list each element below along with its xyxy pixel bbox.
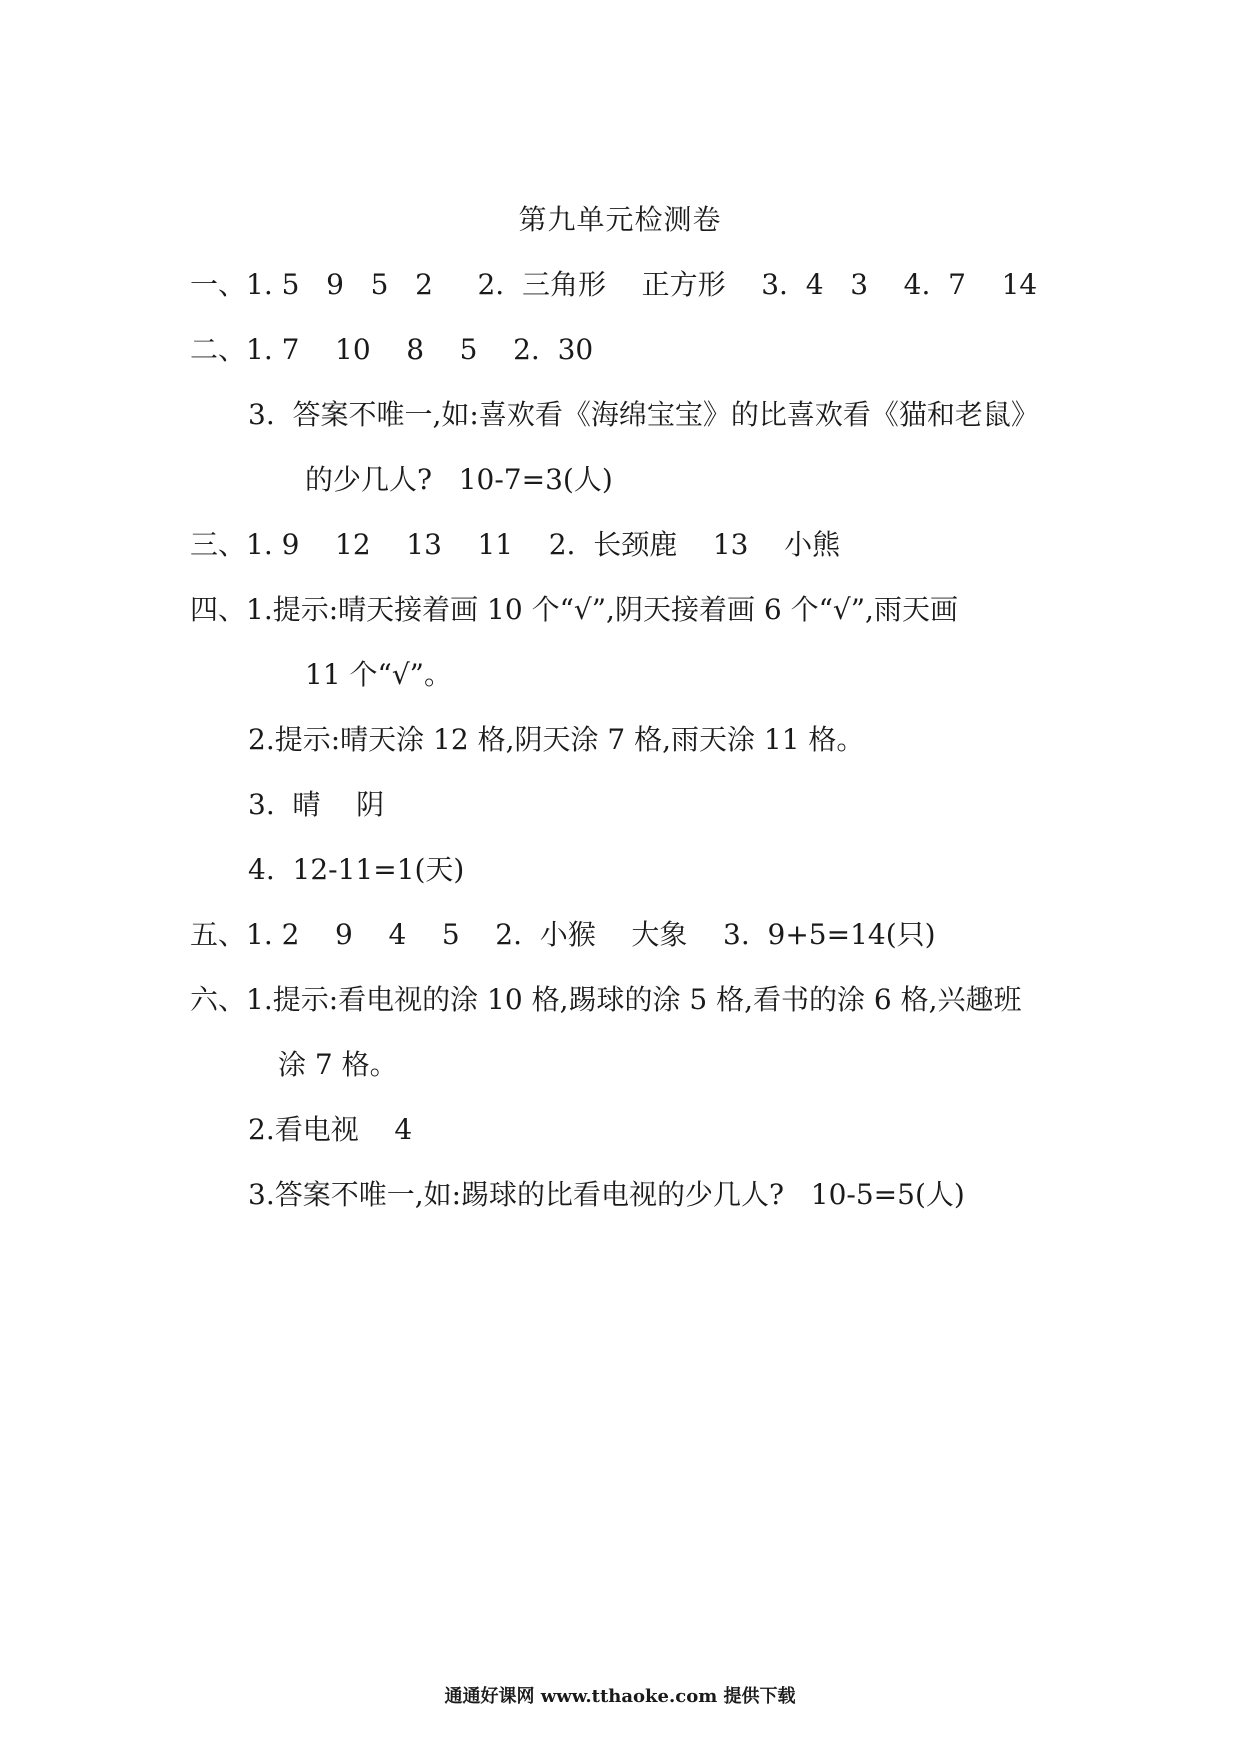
answer-line-14: 2.看电视 4	[248, 1113, 413, 1146]
answer-line-8: 2.提示:晴天涂 12 格,阴天涂 7 格,雨天涂 11 格。	[248, 723, 865, 756]
answer-line-6: 四、1.提示:晴天接着画 10 个“√”,阴天接着画 6 个“√”,雨天画	[190, 593, 958, 626]
answer-line-9: 3. 晴 阴	[248, 788, 385, 821]
answer-line-10: 4. 12-11=1(天)	[248, 853, 465, 886]
page-title: 第九单元检测卷	[518, 203, 722, 236]
answer-line-15: 3.答案不唯一,如:踢球的比看电视的少几人? 10-5=5(人)	[248, 1178, 965, 1211]
answer-line-11: 五、1. 2 9 4 5 2. 小猴 大象 3. 9+5=14(只)	[190, 918, 936, 951]
answer-line-1: 一、1. 5 9 5 2 2. 三角形 正方形 3. 4 3 4. 7 14	[190, 268, 1038, 301]
answer-line-13: 涂 7 格。	[278, 1048, 398, 1081]
answer-line-5: 三、1. 9 12 13 11 2. 长颈鹿 13 小熊	[190, 528, 841, 561]
answer-line-12: 六、1.提示:看电视的涂 10 格,踢球的涂 5 格,看书的涂 6 格,兴趣班	[190, 983, 1022, 1016]
footer-credit: 通通好课网 www.tthaoke.com 提供下载	[444, 1686, 796, 1707]
answer-line-7: 11 个“√”。	[305, 658, 453, 691]
answer-line-2: 二、1. 7 10 8 5 2. 30	[190, 333, 594, 366]
answer-line-4: 的少几人? 10-7=3(人)	[305, 463, 613, 496]
answer-line-3: 3. 答案不唯一,如:喜欢看《海绵宝宝》的比喜欢看《猫和老鼠》	[248, 398, 1039, 431]
